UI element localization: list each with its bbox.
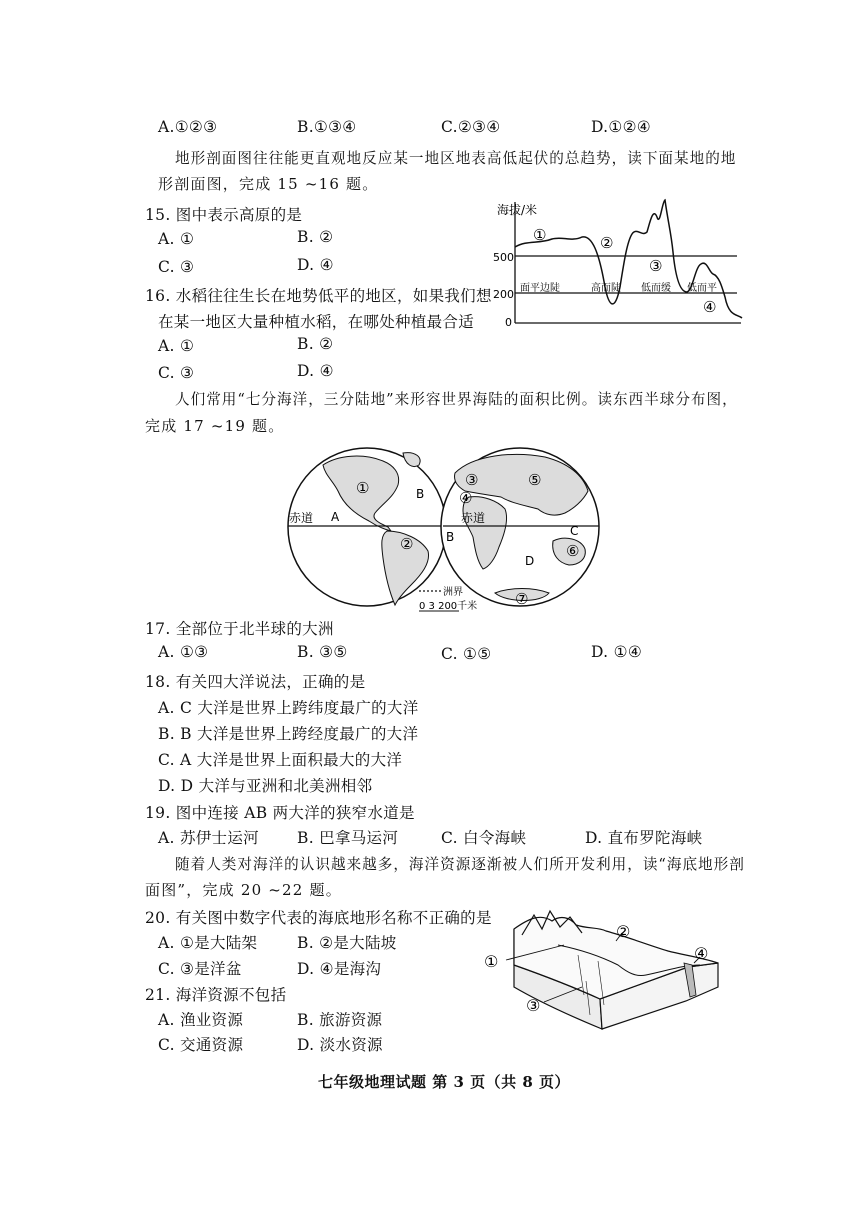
profile-label-4: 低而平 [687, 283, 717, 294]
q15-option-c: C. ③ [158, 258, 195, 276]
q20-option-d: D. ④是海沟 [297, 960, 382, 978]
ocean-label-d: D [525, 554, 535, 568]
equator-label-east: 赤道 [461, 511, 486, 525]
q18-option-c: C. A 大洋是世界上面积最大的大洋 [158, 751, 403, 769]
q16-option-c: C. ③ [158, 364, 195, 382]
profile-ylabel: 海拔/米 [497, 203, 538, 217]
q15-option-a: A. ① [158, 230, 195, 248]
passage3-line1: 随着人类对海洋的认识越来越多，海洋资源逐渐被人们所开发利用，读“海底地形剖 [175, 856, 745, 873]
terrain-profile-figure [487, 192, 749, 332]
q17-option-d: D. ①④ [591, 643, 643, 661]
passage1-line2: 形剖面图，完成 15 ~16 题。 [158, 175, 379, 193]
q19-stem: 19. 图中连接 AB 两大洋的狭窄水道是 [145, 804, 415, 822]
profile-marker-3: ③ [649, 257, 663, 275]
profile-tick-0: 0 [505, 316, 512, 329]
profile-tick-500: 500 [493, 251, 514, 264]
q19-option-c: C. 白令海峡 [441, 829, 527, 847]
continent-marker-6: ⑥ [566, 542, 580, 560]
q14-option-a: A.①②③ [158, 118, 218, 136]
q15-stem: 15. 图中表示高原的是 [145, 206, 303, 224]
q20-option-c: C. ③是洋盆 [158, 960, 242, 978]
profile-marker-4: ④ [703, 298, 717, 316]
q17-option-b: B. ③⑤ [297, 643, 348, 661]
q21-option-a: A. 渔业资源 [158, 1011, 244, 1029]
q21-option-d: D. 淡水资源 [297, 1036, 383, 1054]
seafloor-marker-2: ② [616, 922, 631, 941]
ocean-label-a: A [331, 510, 340, 524]
q16-option-d: D. ④ [297, 362, 334, 380]
ocean-label-b-east: B [446, 530, 455, 544]
passage2-line1: 人们常用“七分海洋，三分陆地”来形容世界海陆的面积比例。读东西半球分布图， [175, 391, 738, 408]
q19-option-a: A. 苏伊士运河 [158, 829, 259, 847]
q14-option-b: B.①③④ [297, 118, 357, 136]
seafloor-marker-4: ④ [694, 944, 709, 963]
q21-option-c: C. 交通资源 [158, 1036, 244, 1054]
ocean-label-b-west: B [416, 487, 425, 501]
q15-option-b: B. ② [297, 228, 334, 246]
q19-option-d: D. 直布罗陀海峡 [585, 829, 703, 847]
passage1-line1: 地形剖面图往往能更直观地反应某一地区地表高低起伏的总趋势，读下面某地的地 [175, 150, 737, 167]
passage2-line2: 完成 17 ~19 题。 [145, 417, 285, 435]
q21-stem: 21. 海洋资源不包括 [145, 986, 287, 1004]
q21-option-b: B. 旅游资源 [297, 1011, 383, 1029]
q16-option-b: B. ② [297, 335, 334, 353]
seafloor-profile-figure [478, 905, 740, 1035]
profile-label-3: 低而缓 [641, 283, 671, 294]
q19-option-b: B. 巴拿马运河 [297, 829, 399, 847]
q18-option-b: B. B 大洋是世界上跨经度最广的大洋 [158, 725, 419, 743]
equator-label-west: 赤道 [289, 511, 314, 525]
q17-stem: 17. 全部位于北半球的大洲 [145, 620, 334, 638]
ocean-label-c: C [570, 524, 579, 538]
q16-stem-line1: 16. 水稻往往生长在地势低平的地区，如果我们想 [145, 287, 492, 305]
continent-marker-1: ① [356, 479, 370, 497]
q15-option-d: D. ④ [297, 256, 334, 274]
q17-option-c: C. ①⑤ [441, 645, 492, 663]
continent-marker-2: ② [400, 535, 414, 553]
profile-marker-2: ② [600, 234, 614, 252]
q18-stem: 18. 有关四大洋说法，正确的是 [145, 673, 366, 691]
continent-marker-7: ⑦ [515, 590, 529, 608]
page-footer: 七年级地理试题 第 3 页（共 8 页） [318, 1073, 570, 1091]
q14-option-d: D.①②④ [591, 118, 651, 136]
profile-label-1: 面平边陡 [520, 283, 560, 294]
profile-tick-200: 200 [493, 288, 514, 301]
q20-option-a: A. ①是大陆架 [158, 934, 258, 952]
q14-option-c: C.②③④ [441, 118, 501, 136]
seafloor-marker-3: ③ [526, 996, 541, 1015]
q20-option-b: B. ②是大陆坡 [297, 934, 397, 952]
continent-marker-4: ④ [459, 489, 473, 507]
hemisphere-map-figure [283, 443, 603, 615]
profile-label-2: 高而陡 [591, 283, 621, 294]
q17-option-a: A. ①③ [158, 643, 209, 661]
continent-marker-3: ③ [465, 471, 479, 489]
q16-stem-line2: 在某一地区大量种植水稻，在哪处种植最合适 [158, 313, 475, 331]
q18-option-d: D. D 大洋与亚洲和北美洲相邻 [158, 777, 373, 795]
seafloor-marker-1: ① [484, 952, 499, 971]
scale-label: 0 3 200千米 [419, 601, 478, 612]
q18-option-a: A. C 大洋是世界上跨纬度最广的大洋 [158, 699, 419, 717]
passage3-line2: 面图”，完成 20 ~22 题。 [145, 881, 342, 899]
continent-marker-5: ⑤ [528, 471, 542, 489]
profile-marker-1: ① [533, 226, 547, 244]
legend-label: 洲界 [443, 587, 463, 598]
q16-option-a: A. ① [158, 337, 195, 355]
q20-stem: 20. 有关图中数字代表的海底地形名称不正确的是 [145, 909, 492, 927]
